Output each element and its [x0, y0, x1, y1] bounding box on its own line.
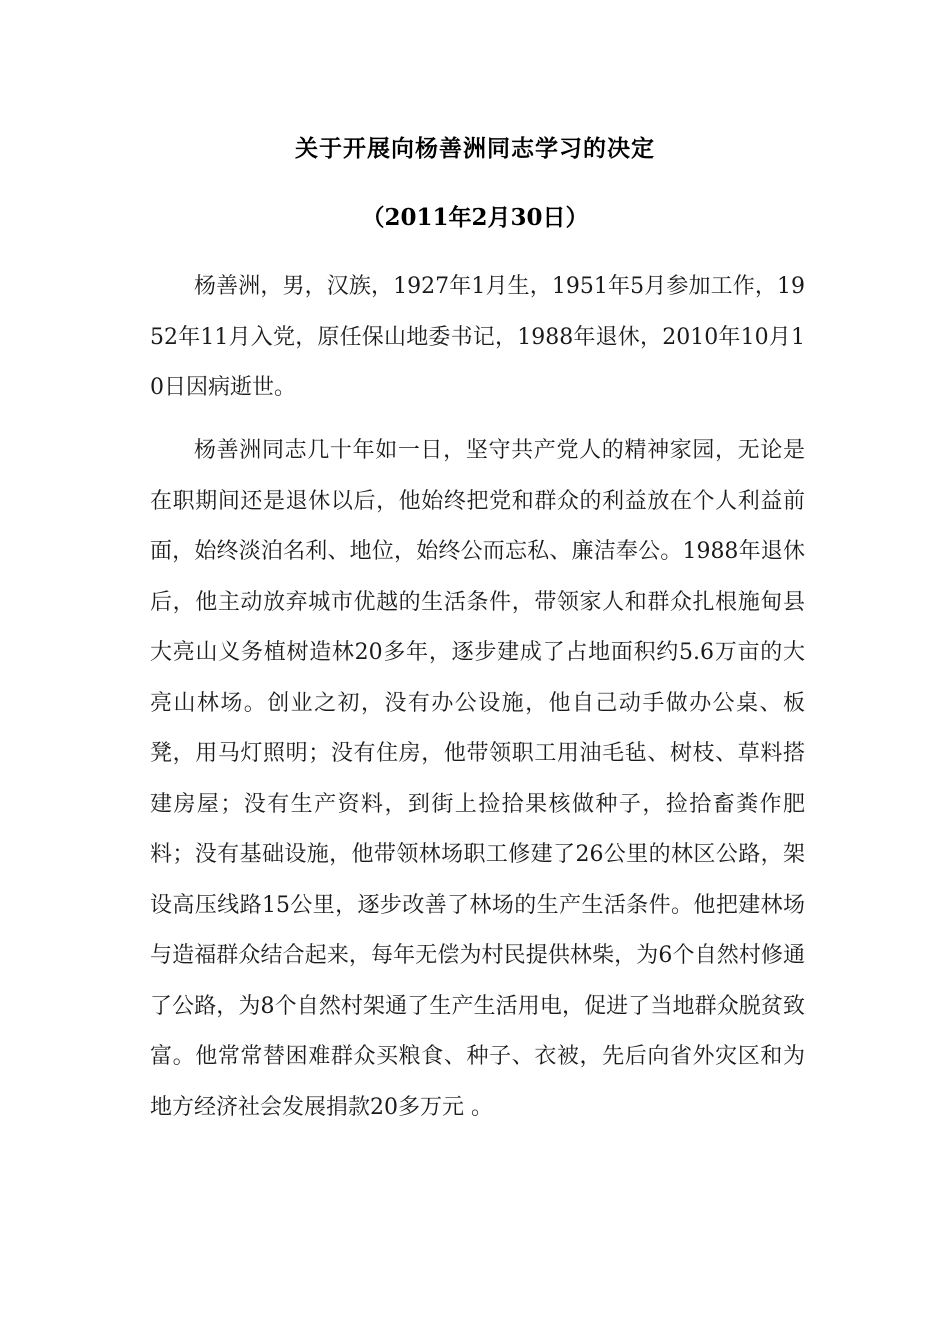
paragraph-biography: 杨善洲，男，汉族，1927年1月生，1951年5月参加工作，1952年11月入党，原任保山地委书记，1988年退休，2010年10月10日因病逝世。 — [150, 274, 805, 400]
document-date: （2011年2月30日） — [361, 204, 589, 231]
document-title: 关于开展向杨善洲同志学习的决定 — [295, 136, 655, 162]
paragraph-deeds: 杨善洲同志几十年如一日，坚守共产党人的精神家园，无论是在职期间还是退休以后，他始终把党和群众的利益放在个人利益前面，始终淡泊名利、地位，始终公而忘私、廉洁奉公。1988年退休后，他主动放弃城市优越的生活条件，带领家人和群众扎根施甸县大亮山义务植树造林20多年，逐步建成了占地面积约5.6万亩的大亮山林场。创业之初，没有办公设施，他自己动手做办公桌、板凳，用马灯照明；没有住房，他带领职工用油毛毡、树枝、草料搭建房屋；没有生产资料，到街上捡拾果核做种子，捡拾畜粪作肥料；没有基础设施，他带领林场职工修建了26公里的林区公路，架设高压线路15公里，逐步改善了林场的生产生活条件。他把建林场与造福群众结合起来，每年无偿为村民提供林柴，为6个自然村修通了公路，为8个自然村架通了生产生活用电，促进了当地群众脱贫致富。他常常替困难群众买粮食、种子、衣被，先后向省外灾区和为地方经济社会发展捐款20多万元 。 — [150, 438, 805, 1120]
